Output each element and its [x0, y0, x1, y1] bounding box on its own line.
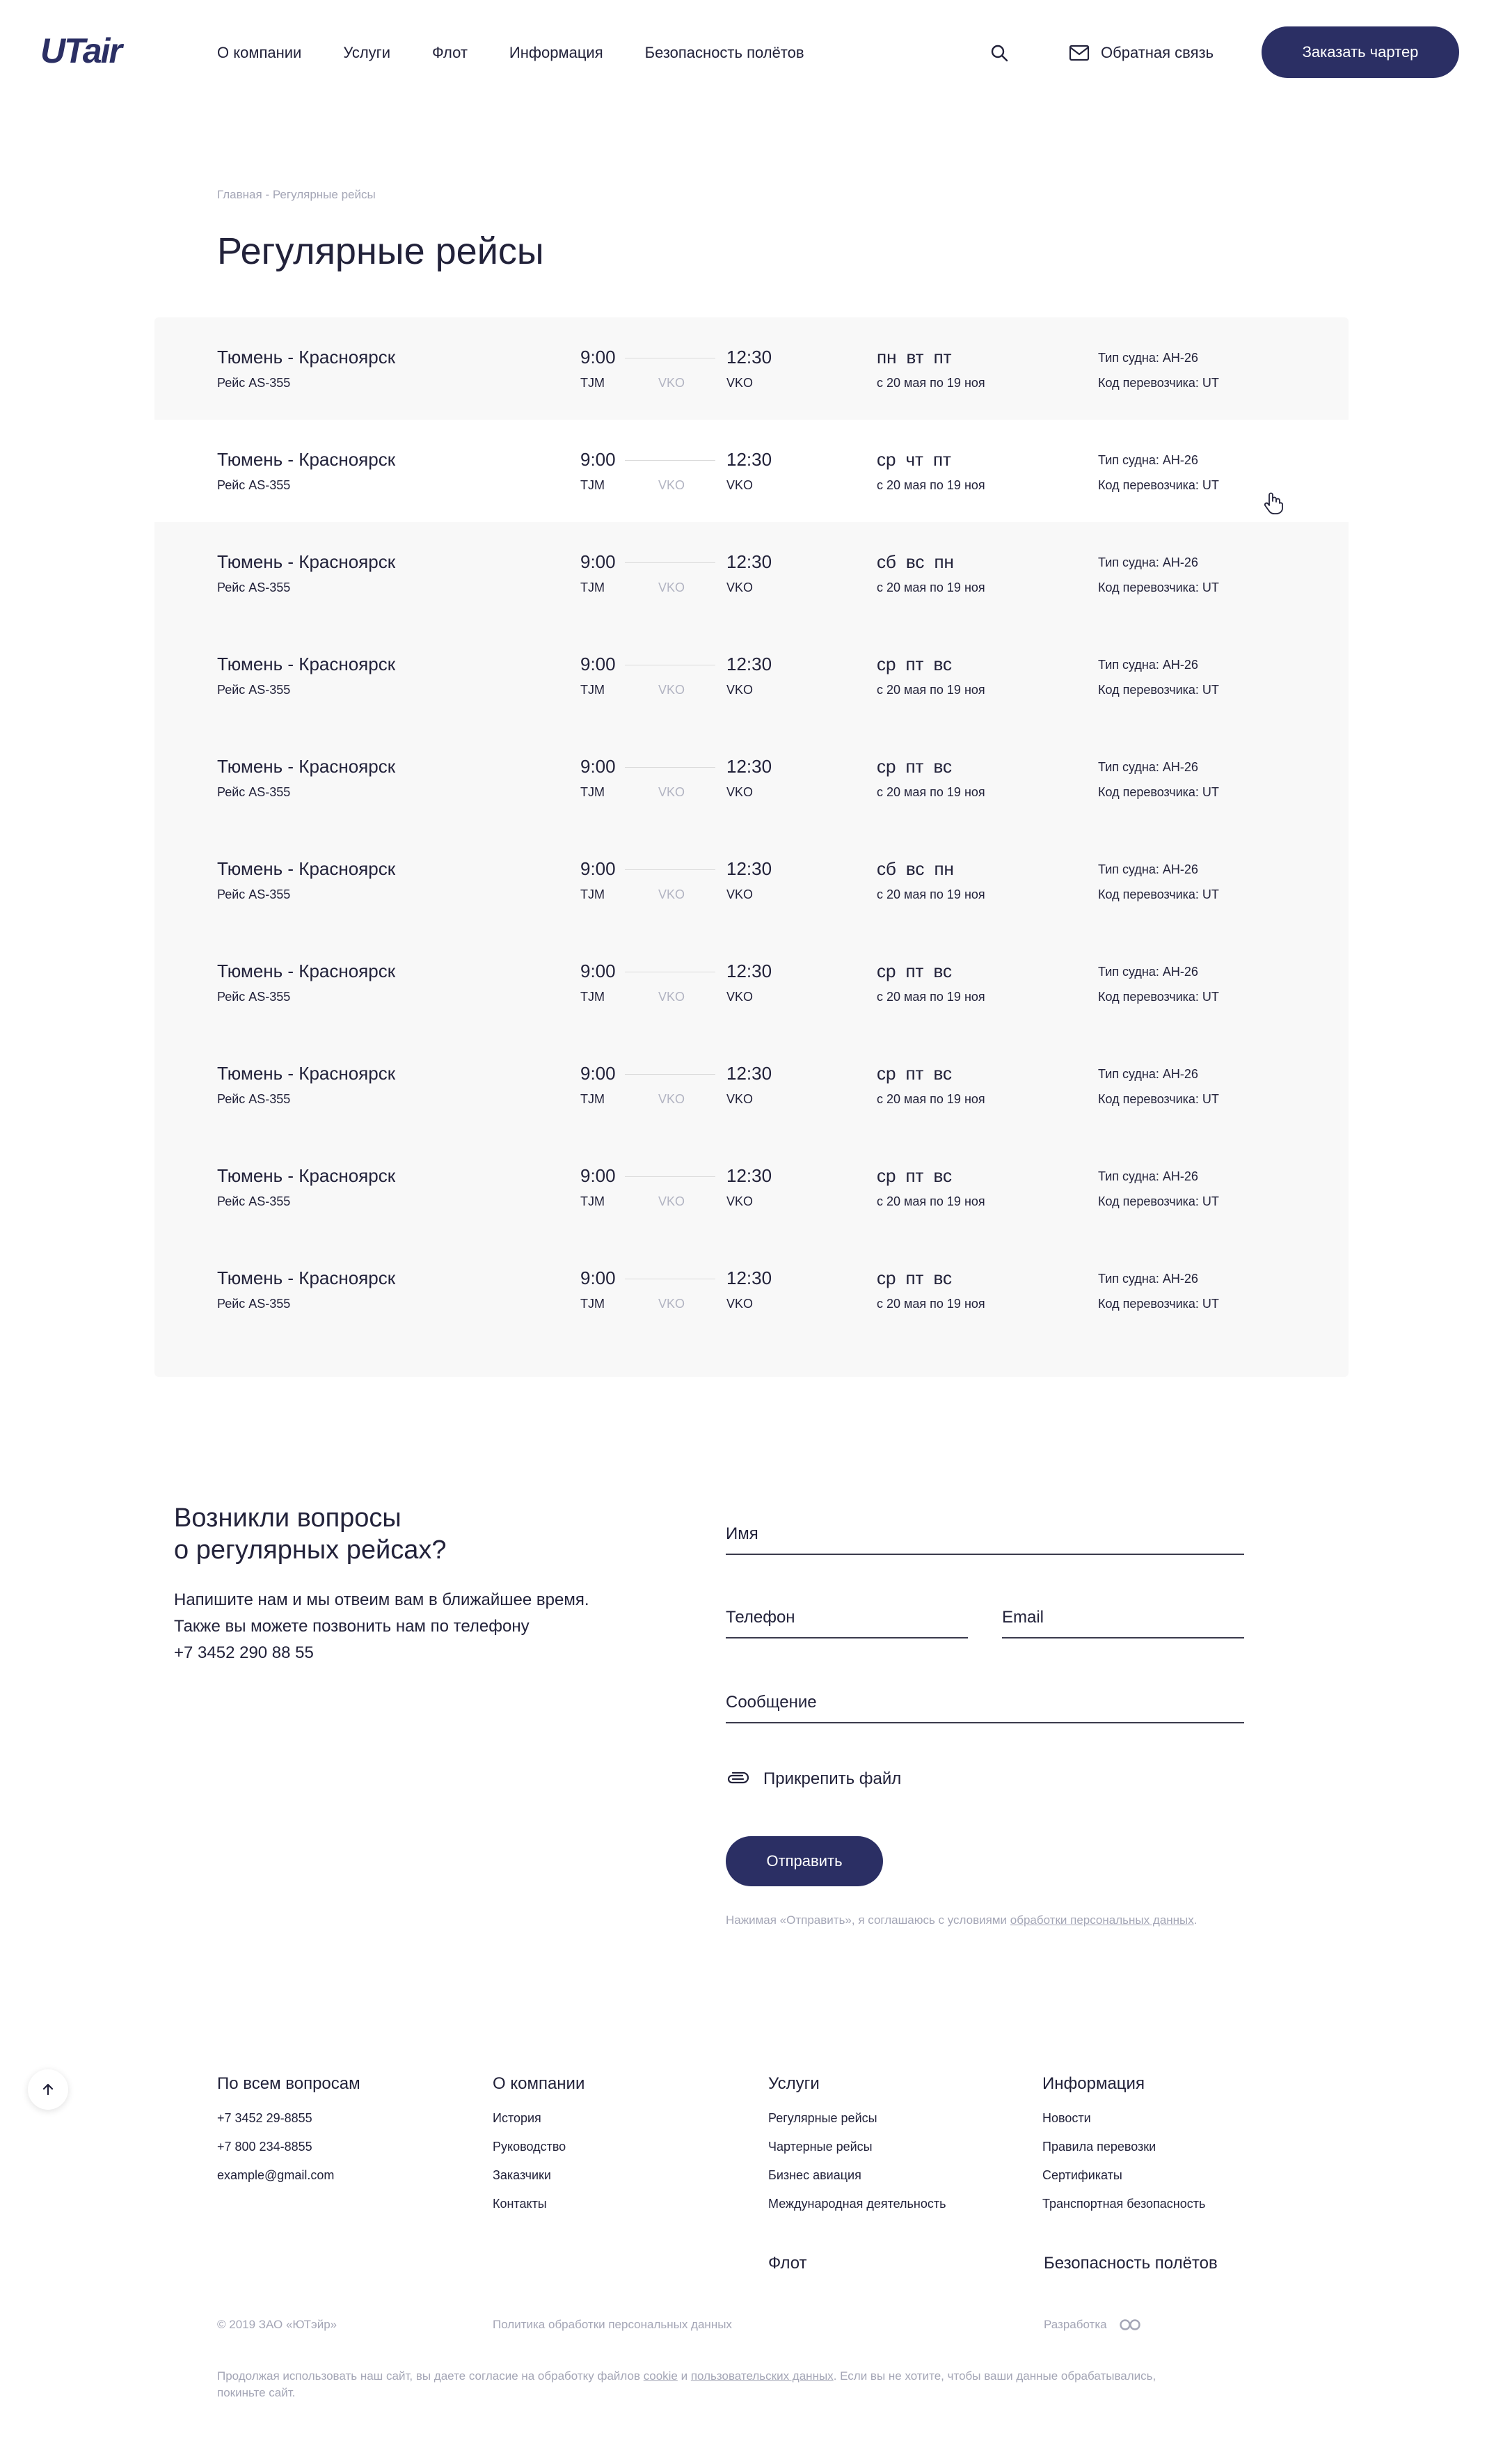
feedback-link[interactable]: [1069, 39, 1214, 67]
nav-info[interactable]: Информация: [509, 44, 603, 61]
developer-link[interactable]: [1044, 2318, 1142, 2332]
questions-text-line1: Напишите нам и мы отвеим вам в ближайшее время.: [174, 1590, 589, 1609]
flight-day: пт: [933, 347, 952, 368]
flight-period: с 20 мая по 19 ноя: [877, 785, 985, 799]
departure-code: TJM: [580, 990, 605, 1004]
message-field-wrapper: [726, 1675, 1244, 1723]
cookie-text: Продолжая использовать наш сайт, вы даете согласие на обработку файлов: [217, 2369, 644, 2383]
arrival-code: VKO: [726, 1092, 754, 1106]
flight-day: вс: [905, 551, 925, 572]
flight-row[interactable]: [154, 522, 1349, 624]
via-code: VKO: [658, 376, 685, 390]
carrier-code: Код перевозчика: UT: [1098, 1194, 1219, 1208]
arrival-code: VKO: [726, 1297, 754, 1311]
carrier-code: Код перевозчика: UT: [1098, 581, 1219, 594]
footer-link[interactable]: +7 800 234-8855: [217, 2140, 312, 2154]
departure-code: TJM: [580, 376, 605, 390]
aircraft-type: Тип судна: АН-26: [1098, 862, 1198, 876]
questions-title-line1: Возникли вопросы: [174, 1503, 401, 1533]
hand-cursor-icon: [1263, 491, 1284, 515]
questions-title: [174, 1502, 447, 1566]
scroll-top-button[interactable]: [28, 2069, 68, 2110]
questions-title-line2: о регулярных рейсах?: [174, 1535, 447, 1565]
footer-link[interactable]: Регулярные рейсы: [768, 2111, 877, 2125]
contact-phone[interactable]: +7 3452 290 88 55: [174, 1643, 314, 1662]
questions-text-line2: Также вы можете позвонить нам по телефону: [174, 1617, 530, 1636]
footer-link[interactable]: Заказчики: [493, 2168, 551, 2182]
flight-day: пт: [932, 449, 951, 470]
flight-route: Тюмень - Красноярск: [217, 347, 396, 368]
flight-period: с 20 мая по 19 ноя: [877, 990, 985, 1004]
departure-time: 9:00: [580, 551, 616, 572]
breadcrumb-home[interactable]: Главная: [217, 188, 262, 201]
nav-about[interactable]: О компании: [217, 44, 302, 61]
flight-day: вс: [933, 1267, 952, 1288]
departure-code: TJM: [580, 887, 605, 901]
flight-row[interactable]: [154, 317, 1349, 420]
flight-route: Тюмень - Красноярск: [217, 858, 396, 879]
arrival-code: VKO: [726, 376, 754, 390]
departure-time: 9:00: [580, 858, 616, 879]
flight-row[interactable]: [154, 624, 1349, 727]
cookie-text: . Если вы не хотите, чтобы ваши данные обрабатывались, покиньте сайт.: [217, 2369, 1156, 2399]
arrow-up-icon: [41, 2083, 55, 2096]
arrival-time: 12:30: [726, 1165, 772, 1186]
route-line: [625, 767, 715, 768]
departure-time: 9:00: [580, 756, 616, 777]
flight-day: чт: [905, 449, 923, 470]
via-code: VKO: [658, 581, 685, 594]
route-line: [625, 460, 715, 461]
aircraft-type: Тип судна: АН-26: [1098, 351, 1198, 365]
arrival-code: VKO: [726, 990, 754, 1004]
footer-col-title[interactable]: О компании: [493, 2074, 585, 2093]
arrival-time: 12:30: [726, 449, 772, 470]
feedback-label: Обратная связь: [1101, 44, 1214, 61]
aircraft-type: Тип судна: АН-26: [1098, 965, 1198, 979]
flight-day: сб: [877, 551, 896, 572]
footer-link[interactable]: История: [493, 2111, 541, 2125]
aircraft-type: Тип судна: АН-26: [1098, 453, 1198, 467]
flight-row[interactable]: [154, 829, 1349, 931]
flight-row[interactable]: [154, 1034, 1349, 1136]
footer-col-about: [493, 2074, 584, 2226]
user-data-link[interactable]: пользовательских данных: [690, 2369, 834, 2383]
departure-time: 9:00: [580, 1165, 616, 1186]
flight-day: вс: [905, 858, 925, 879]
via-code: VKO: [658, 990, 685, 1004]
arrival-time: 12:30: [726, 756, 772, 777]
attach-file-button[interactable]: [726, 1769, 901, 1789]
cookie-link[interactable]: cookie: [643, 2369, 678, 2383]
carrier-code: Код перевозчика: UT: [1098, 478, 1219, 492]
questions-text: [174, 1587, 589, 1666]
order-charter-button[interactable]: Заказать чартер: [1262, 26, 1459, 78]
aircraft-type: Тип судна: АН-26: [1098, 1169, 1198, 1183]
main-nav: [217, 39, 846, 67]
search-button[interactable]: [985, 39, 1013, 67]
flight-day: ср: [877, 654, 896, 674]
footer-col-title: По всем вопросам: [217, 2074, 360, 2093]
flight-period: с 20 мая по 19 ноя: [877, 581, 985, 594]
via-code: VKO: [658, 683, 685, 697]
flight-period: с 20 мая по 19 ноя: [877, 478, 985, 492]
flight-number: Рейс AS-355: [217, 581, 291, 594]
flight-period: с 20 мая по 19 ноя: [877, 683, 985, 697]
email-field-wrapper: [1002, 1590, 1244, 1638]
arrival-time: 12:30: [726, 551, 772, 572]
route-line: [625, 1176, 715, 1177]
flight-day: вт: [906, 347, 924, 368]
flight-number: Рейс AS-355: [217, 683, 291, 697]
page-title: Регулярные рейсы: [217, 230, 544, 272]
nav-services[interactable]: Услуги: [343, 44, 390, 61]
flight-route: Тюмень - Красноярск: [217, 551, 396, 572]
flight-days: [877, 1267, 952, 1289]
flight-row[interactable]: [154, 727, 1349, 829]
flight-route: Тюмень - Красноярск: [217, 654, 396, 674]
flight-day: вс: [933, 961, 952, 981]
carrier-code: Код перевозчика: UT: [1098, 990, 1219, 1004]
cookie-text: и: [677, 2369, 691, 2383]
footer-link[interactable]: +7 3452 29-8855: [217, 2111, 312, 2125]
flight-period: с 20 мая по 19 ноя: [877, 1194, 985, 1208]
flight-day: вс: [933, 1063, 952, 1084]
attach-file-label: Прикрепить файл: [763, 1769, 902, 1788]
flight-row[interactable]: [154, 1238, 1349, 1341]
flight-route: Тюмень - Красноярск: [217, 1063, 396, 1084]
footer-col-title[interactable]: Услуги: [768, 2074, 820, 2093]
arrival-code: VKO: [726, 785, 754, 799]
flight-day: пн: [934, 551, 954, 572]
privacy-policy-link[interactable]: Политика обработки персональных данных: [493, 2318, 732, 2331]
flight-route: Тюмень - Красноярск: [217, 756, 396, 777]
arrival-code: VKO: [726, 683, 754, 697]
flight-route: Тюмень - Красноярск: [217, 961, 396, 981]
aircraft-type: Тип судна: АН-26: [1098, 555, 1198, 569]
breadcrumb-separator: -: [262, 188, 273, 201]
carrier-code: Код перевозчика: UT: [1098, 683, 1219, 697]
carrier-code: Код перевозчика: UT: [1098, 887, 1219, 901]
flight-days: [877, 449, 951, 471]
carrier-code: Код перевозчика: UT: [1098, 376, 1219, 390]
arrival-code: VKO: [726, 478, 754, 492]
flight-days: [877, 756, 952, 777]
flight-row[interactable]: [154, 420, 1349, 522]
aircraft-type: Тип судна: АН-26: [1098, 760, 1198, 774]
via-code: VKO: [658, 1194, 685, 1208]
arrival-time: 12:30: [726, 654, 772, 674]
flight-day: вс: [933, 1165, 952, 1186]
flight-day: ср: [877, 756, 896, 777]
footer-link[interactable]: Сертификаты: [1042, 2168, 1122, 2182]
via-code: VKO: [658, 478, 685, 492]
departure-code: TJM: [580, 785, 605, 799]
arrival-time: 12:30: [726, 858, 772, 879]
footer-link[interactable]: Международная деятельность: [768, 2197, 946, 2211]
footer-col-title[interactable]: Информация: [1042, 2074, 1145, 2093]
flight-day: ср: [877, 1063, 896, 1084]
developer-logo-icon: [1118, 2319, 1142, 2331]
carrier-code: Код перевозчика: UT: [1098, 1092, 1219, 1106]
flight-period: с 20 мая по 19 ноя: [877, 887, 985, 901]
flights-table: [154, 317, 1349, 1377]
flight-number: Рейс AS-355: [217, 1092, 291, 1106]
flight-period: с 20 мая по 19 ноя: [877, 1297, 985, 1311]
via-code: VKO: [658, 1092, 685, 1106]
breadcrumb-current: Регулярные рейсы: [272, 188, 376, 201]
flight-day: ср: [877, 961, 896, 981]
route-line: [625, 562, 715, 563]
name-field-wrapper: [726, 1506, 1244, 1555]
flight-number: Рейс AS-355: [217, 1297, 291, 1311]
flight-period: с 20 мая по 19 ноя: [877, 376, 985, 390]
route-line: [625, 869, 715, 870]
flight-days: [877, 551, 954, 573]
arrival-code: VKO: [726, 887, 754, 901]
flight-day: пн: [934, 858, 954, 879]
footer-col-services: [768, 2074, 946, 2226]
flight-row[interactable]: [154, 931, 1349, 1034]
consent-link[interactable]: обработки персональных данных: [1010, 1913, 1194, 1927]
footer-link[interactable]: Контакты: [493, 2197, 547, 2211]
flight-day: пт: [905, 654, 924, 674]
flight-day: пн: [877, 347, 897, 368]
phone-field[interactable]: [726, 1608, 968, 1627]
departure-time: 9:00: [580, 449, 616, 470]
footer-col-contacts: [217, 2074, 360, 2197]
via-code: VKO: [658, 785, 685, 799]
flight-days: [877, 961, 952, 982]
paperclip-icon: [726, 1771, 749, 1787]
footer-link[interactable]: Бизнес авиация: [768, 2168, 861, 2182]
svg-text:UTair: UTair: [40, 32, 121, 68]
nav-safety[interactable]: Безопасность полётов: [644, 44, 804, 61]
departure-code: TJM: [580, 1092, 605, 1106]
flight-number: Рейс AS-355: [217, 376, 291, 390]
flight-day: сб: [877, 858, 896, 879]
arrival-time: 12:30: [726, 1063, 772, 1084]
departure-code: TJM: [580, 581, 605, 594]
flight-day: вс: [933, 756, 952, 777]
footer-link[interactable]: Новости: [1042, 2111, 1091, 2125]
aircraft-type: Тип судна: АН-26: [1098, 658, 1198, 672]
cookie-notice: [217, 2368, 1163, 2401]
message-field[interactable]: [726, 1693, 1244, 1712]
aircraft-type: Тип судна: АН-26: [1098, 1272, 1198, 1286]
arrival-time: 12:30: [726, 1267, 772, 1288]
flight-day: пт: [905, 961, 924, 981]
flight-number: Рейс AS-355: [217, 478, 291, 492]
departure-code: TJM: [580, 1297, 605, 1311]
flight-day: ср: [877, 1165, 896, 1186]
flight-row[interactable]: [154, 1136, 1349, 1238]
breadcrumb: [217, 188, 376, 202]
flight-day: ср: [877, 1267, 896, 1288]
mail-icon: [1069, 45, 1090, 61]
arrival-time: 12:30: [726, 961, 772, 981]
flight-number: Рейс AS-355: [217, 990, 291, 1004]
departure-time: 9:00: [580, 1063, 616, 1084]
flight-number: Рейс AS-355: [217, 887, 291, 901]
route-line: [625, 1074, 715, 1075]
phone-field-wrapper: [726, 1590, 968, 1638]
departure-code: TJM: [580, 1194, 605, 1208]
footer-col-info: [1042, 2074, 1205, 2226]
arrival-code: VKO: [726, 1194, 754, 1208]
aircraft-type: Тип судна: АН-26: [1098, 1067, 1198, 1081]
footer-link[interactable]: Правила перевозки: [1042, 2140, 1156, 2154]
footer-safety-link[interactable]: Безопасность полётов: [1044, 2254, 1218, 2273]
consent-text: [726, 1912, 1244, 1929]
flight-days: [877, 347, 952, 368]
flight-period: с 20 мая по 19 ноя: [877, 1092, 985, 1106]
name-field[interactable]: [726, 1524, 1244, 1544]
flight-days: [877, 1165, 952, 1187]
footer-link[interactable]: Транспортная безопасность: [1042, 2197, 1206, 2211]
flight-day: пт: [905, 1063, 924, 1084]
flight-route: Тюмень - Красноярск: [217, 1267, 396, 1288]
flight-day: вс: [933, 654, 952, 674]
email-field[interactable]: [1002, 1608, 1244, 1627]
header: [0, 0, 1503, 104]
flight-route: Тюмень - Красноярск: [217, 1165, 396, 1186]
flight-number: Рейс AS-355: [217, 785, 291, 799]
nav-fleet[interactable]: Флот: [432, 44, 468, 61]
footer-link[interactable]: Руководство: [493, 2140, 566, 2154]
consent-prefix: Нажимая «Отправить», я соглашаюсь с условиями: [726, 1913, 1010, 1927]
footer-link[interactable]: Чартерные рейсы: [768, 2140, 873, 2154]
flight-route: Тюмень - Красноярск: [217, 449, 396, 470]
flight-days: [877, 1063, 952, 1084]
arrival-time: 12:30: [726, 347, 772, 368]
flight-day: ср: [877, 449, 896, 470]
footer-link[interactable]: example@gmail.com: [217, 2168, 335, 2182]
flight-day: пт: [905, 756, 924, 777]
departure-time: 9:00: [580, 347, 616, 368]
arrival-code: VKO: [726, 581, 754, 594]
consent-end: .: [1193, 1913, 1198, 1927]
copyright: © 2019 ЗАО «ЮТэйр»: [217, 2318, 337, 2331]
via-code: VKO: [658, 887, 685, 901]
footer-fleet-link[interactable]: Флот: [768, 2254, 807, 2273]
flight-day: пт: [905, 1165, 924, 1186]
departure-time: 9:00: [580, 1267, 616, 1288]
flight-number: Рейс AS-355: [217, 1194, 291, 1208]
developer-label: Разработка: [1044, 2318, 1107, 2331]
send-button[interactable]: Отправить: [726, 1836, 883, 1886]
departure-time: 9:00: [580, 961, 616, 981]
flight-day: пт: [905, 1267, 924, 1288]
flight-days: [877, 858, 954, 880]
departure-code: TJM: [580, 478, 605, 492]
search-icon: [989, 43, 1009, 63]
carrier-code: Код перевозчика: UT: [1098, 1297, 1219, 1311]
via-code: VKO: [658, 1297, 685, 1311]
carrier-code: Код перевозчика: UT: [1098, 785, 1219, 799]
utair-logo[interactable]: [40, 32, 166, 68]
flight-days: [877, 654, 952, 675]
departure-code: TJM: [580, 683, 605, 697]
departure-time: 9:00: [580, 654, 616, 674]
